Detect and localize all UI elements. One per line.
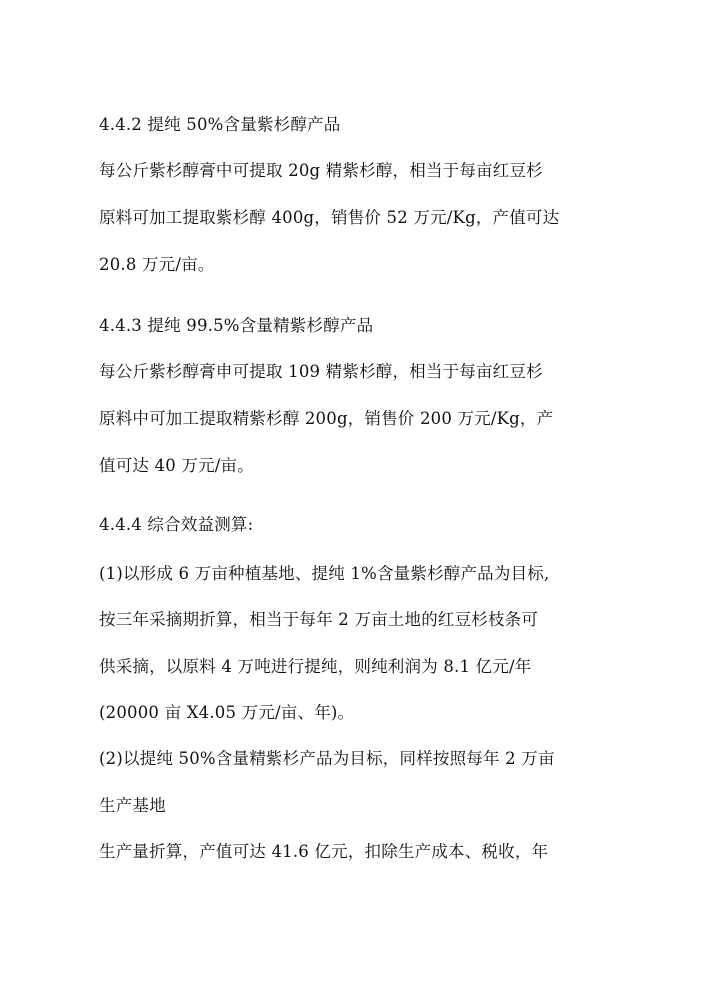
paragraph-line: 值可达 40 万元/亩。 [99, 456, 254, 475]
paragraph-line: 每公斤紫杉醇膏申可提取 109 精紫杉醇，相当于每亩红豆杉 [99, 362, 543, 381]
paragraph-line: 每公斤紫杉醇膏中可提取 20g 精紫杉醇，相当于每亩红豆杉 [99, 161, 543, 180]
paragraph-line: 按三年采摘期折算，相当于每年 2 万亩土地的红豆杉枝条可 [99, 610, 539, 629]
paragraph-line: 20.8 万元/亩。 [99, 255, 215, 274]
heading-4-4-2: 4.4.2 提纯 50%含量紫杉醇产品 [99, 115, 341, 134]
paragraph-line: 供采摘，以原料 4 万吨进行提纯，则纯利润为 8.1 亿元/年 [99, 657, 532, 676]
paragraph-line: 生产基地 [99, 796, 166, 815]
paragraph-line: 生产量折算，产值可达 41.6 亿元，扣除生产成本、税收，年 [99, 842, 549, 861]
heading-4-4-3: 4.4.3 提纯 99.5%含量精紫杉醇产品 [99, 316, 374, 335]
heading-4-4-4: 4.4.4 综合效益测算: [99, 515, 254, 534]
paragraph-line: 原料中可加工提取精紫杉醇 200g，销售价 200 万元/Kg，产 [99, 409, 554, 428]
paragraph-line: (20000 亩 X4.05 万元/亩、年)。 [99, 703, 355, 722]
paragraph-line: 原料可加工提取紫杉醇 400g，销售价 52 万元/Kg，产值可达 [99, 208, 560, 227]
paragraph-line: (1)以形成 6 万亩种植基地、提纯 1%含量紫杉醇产品为目标, [99, 564, 550, 583]
paragraph-line: (2)以提纯 50%含量精紫杉产品为目标，同样按照每年 2 万亩 [99, 749, 555, 768]
